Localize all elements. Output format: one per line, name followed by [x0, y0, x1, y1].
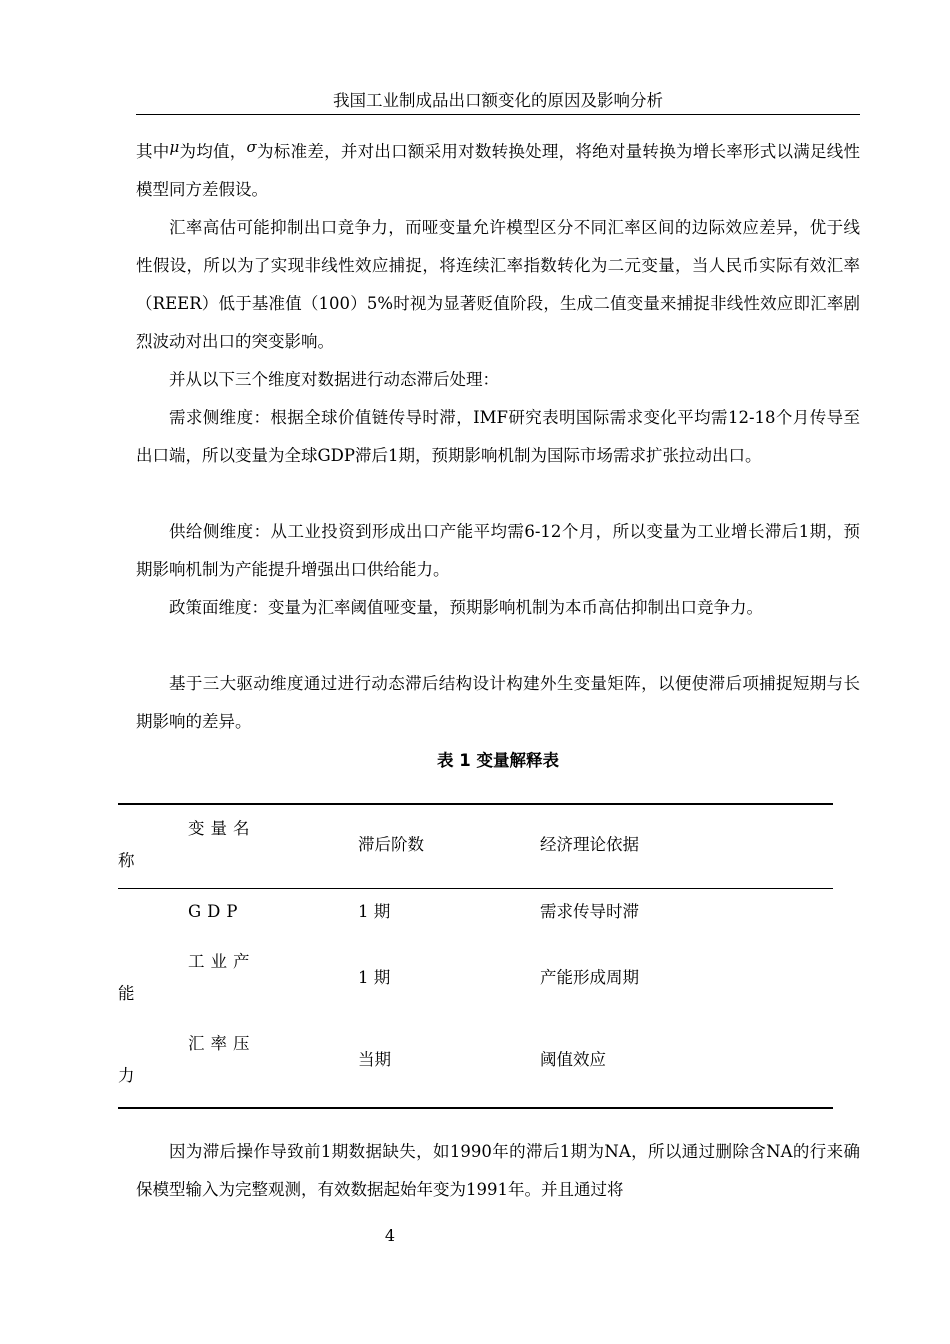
row1-name: GDP: [188, 902, 244, 921]
header-col1-part1: 变量名: [188, 819, 256, 838]
paragraph-1: [136, 133, 860, 209]
row1-basis: 需求传导时滞: [540, 902, 639, 921]
page-number: 4: [384, 1226, 396, 1245]
mu-symbol: μ: [169, 138, 180, 156]
row3-name-part1: 汇率压: [188, 1034, 256, 1053]
table-header-rule: [118, 888, 833, 889]
paragraph-7: 基于三大驱动维度通过进行动态滞后结构设计构建外生变量矩阵，以便使滞后项捕捉短期与长期影响的差异。: [136, 674, 860, 731]
paragraph-4: 需求侧维度：根据全球价值链传导时滞，IMF研究表明国际需求变化平均需12-18个月传导至出口端，所以变量为全球GDP滞后1期，预期影响机制为国际市场需求扩张拉动出口。: [136, 408, 860, 465]
table-caption: 表 1 变量解释表: [437, 751, 559, 770]
paragraph-8: 因为滞后操作导致前1期数据缺失，如1990年的滞后1期为NA，所以通过删除含NA的行来确保模型输入为完整观测，有效数据起始年变为1991年。并且通过将: [136, 1142, 860, 1199]
row2-basis: 产能形成周期: [540, 968, 639, 987]
variable-table: [118, 803, 833, 1109]
sigma-symbol: σ: [246, 138, 257, 156]
p1-text-a: 其中: [136, 142, 170, 161]
header-col1-part2: 称: [118, 851, 135, 870]
paragraph-6: 政策面维度：变量为汇率阈值哑变量，预期影响机制为本币高估抑制出口竞争力。: [169, 598, 763, 617]
p1-text-c: 为标准差，并对出口额采用对数转换处理，将绝对量转换为增长率形式以满足线性模型同方差假设。: [136, 142, 861, 199]
paragraph-5: 供给侧维度：从工业投资到形成出口产能平均需6-12个月，所以变量为工业增长滞后1期，预期影响机制为产能提升增强出口供给能力。: [136, 522, 860, 579]
header-col3: 经济理论依据: [540, 835, 639, 854]
row3-lag: 当期: [358, 1050, 391, 1069]
row3-name-part2: 力: [118, 1066, 135, 1085]
row2-name-part1: 工业产: [188, 952, 256, 971]
row1-lag: 1 期: [358, 902, 391, 921]
paragraph-2: 汇率高估可能抑制出口竞争力，而哑变量允许模型区分不同汇率区间的边际效应差异，优于线性假设，所以为了实现非线性效应捕捉，将连续汇率指数转化为二元变量，当人民币实际有效汇率（REER）低于基准值（100）5%时视为显著贬值阶段，生成二值变量来捕捉非线性效应即汇率剧烈波动对出口的突变影响。: [136, 218, 860, 351]
row2-lag: 1 期: [358, 968, 391, 987]
running-header: 我国工业制成品出口额变化的原因及影响分析: [136, 88, 860, 115]
row2-name-part2: 能: [118, 984, 135, 1003]
paragraph-3: 并从以下三个维度对数据进行动态滞后处理：: [169, 370, 499, 389]
header-col2: 滞后阶数: [358, 835, 424, 854]
p1-text-b: 为均值，: [179, 142, 247, 161]
row3-basis: 阈值效应: [540, 1050, 606, 1069]
